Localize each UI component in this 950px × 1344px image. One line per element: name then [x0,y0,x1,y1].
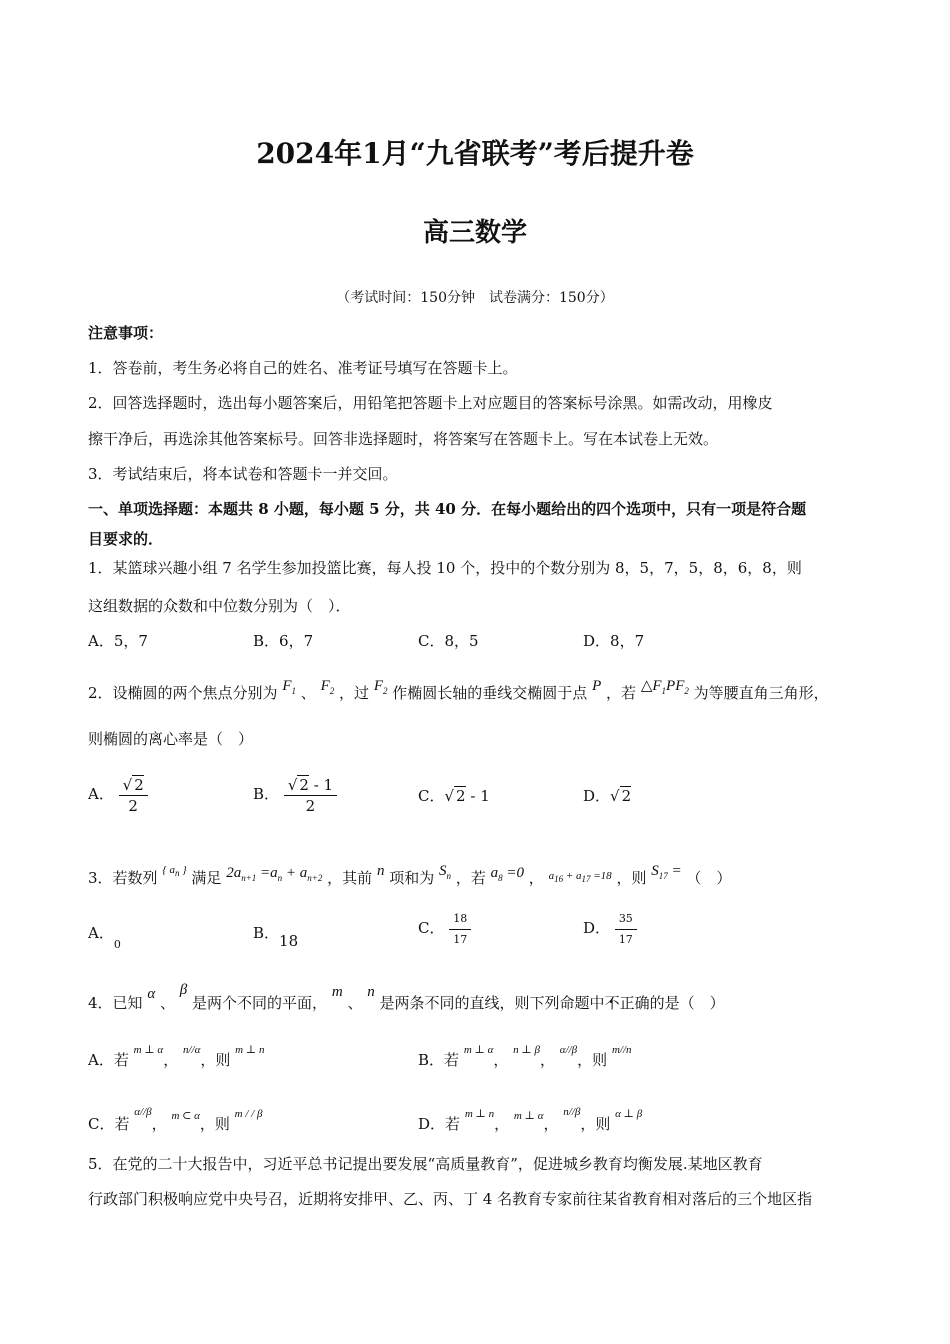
focus-f2: $F_2$ [320,678,335,696]
question-1-line-2: 这组数据的众数和中位数分别为（ ）． [88,597,351,615]
question-4-option-a: A．若 $^{m \perp \alpha}$， $^{n//\alpha}$，则 $^{m \perp n}$ [88,1044,265,1069]
notice-item-3: 3．考试结束后，将本试卷和答题卡一并交回。 [88,465,398,483]
emphasis-not-correct: · 不正确 [605,994,650,1012]
question-4-option-b: B．若 $^{m \perp \alpha}$， $^{n \perp \beta}$， $^{\alpha//\beta}$，则 $^{m//n}$ [418,1044,632,1069]
notice-heading: 注意事项： [88,324,164,342]
exam-title: 2024年1月“九省联考”考后提升卷 [256,137,694,170]
question-5-line-2: 行政部门积极响应党中央号召，近期将安排甲、乙、丙、丁 4 名教育专家前往某省教育相对落后的三个地区指 [88,1190,813,1208]
question-2-option-d: D．√ 2 [583,787,632,805]
question-4-option-c: C．若 $^{\alpha//\beta}$， $^{m \subset \alpha}$，则 $^{m / / \beta}$ [88,1106,263,1133]
question-3-option-b: B．18 [253,924,299,950]
condition-a16-a17: a16 + a17 =18 [548,870,612,885]
question-3-line-1: 3．若数列 $^{\{ a_n \}}$ 满足 $2a_{n+1} =a_n + a_{n+2}$ ，其前 n 项和为 $S_n$ ，若 $a_8 =0$ ， $^{a_{16} + a_{17} =18}$ ，则 $S_{17}$ = （ ） [88,863,732,887]
point-p: P [592,678,602,694]
subject-title: 高三数学 [422,218,527,248]
condition-a8: $a_8 =0$ [490,865,524,883]
question-5-line-1: 5．在党的二十大报告中，习近平总书记提出要发展“高质量教育”，促进城乡教育均衡发展.某地区教育 [88,1155,763,1173]
sum-sn: $S_n$ [439,863,452,881]
exam-meta: （考试时间：150分钟 试卷满分：150分） [336,290,614,306]
target-s17: $S_{17}$ = [651,863,682,881]
question-1-option-a: A．5，7 [88,632,148,650]
recurrence-relation: $2a_{n+1} =a_n + a_{n+2}$ [226,865,323,883]
question-2-line-2: 则椭圆的离心率是（ ） [88,730,254,748]
question-3-option-c: C． $\frac{18}{17}$ [418,904,471,952]
notice-item-2-line-2: 擦干净后，再选涂其他答案标号。回答非选择题时，将答案写在答题卡上。写在本试卷上无效。 [88,430,719,448]
notice-item-2-line-1: 2．回答选择题时，选出每小题答案后，用铅笔把答题卡上对应题目的答案标号涂黑。如需改动，用橡皮 [88,394,773,412]
question-2-line-1: 2．设椭圆的两个焦点分别为 $F_1$ 、 $F_2$ ，过 $F_2$ 作椭圆长轴的垂线交椭圆于点 P ，若 $\triangle F_1PF_2$ 为等腰直角三角形， [88,678,829,702]
question-1-line-1: 1．某篮球兴趣小组 7 名学生参加投篮比赛，每人投 10 个，投中的个数分别为 8，5，7，5，8，6，8，则 [88,559,802,577]
triangle-f1pf2: $\triangle F_1PF_2$ [640,678,689,696]
section-1-heading-line-2: 目要求的． [88,530,164,548]
question-4-stem: 4．已知 α 、 β 是两个不同的平面， m 、 n 是两条不同的直线，则下列命题中· 不正确的是（ ） [88,968,725,1025]
question-1-option-c: C．8，5 [418,632,479,650]
variable-n: n [376,863,385,879]
focus-f2-ref: $F_2$ [373,678,388,696]
question-1-option-d: D．8，7 [583,632,645,650]
question-2-option-c: C．√ 2 - 1 [418,787,490,805]
focus-f1: $F_1$ [282,678,296,696]
question-4-option-d: D．若 $^{m \perp n}$， $^{m \perp \alpha}$， $^{n//\beta}$，则 $^{\alpha \perp \beta}$ [418,1106,643,1133]
section-1-heading-line-1: 一、单项选择题：本题共 8 小题，每小题 5 分，共 40 分．在每小题给出的四个选项中，只有一项是符合题 [88,500,807,518]
notice-item-1: 1．答卷前，考生务必将自己的姓名、准考证号填写在答题卡上。 [88,359,518,377]
question-1-option-b: B．6，7 [253,632,314,650]
question-2-option-a: A． $\frac{√ 2}{2}$ [88,768,148,820]
question-2-option-b: B． $\frac{√ 2 - 1}{2}$ [253,768,337,820]
sequence-an: { an } [162,864,187,879]
question-3-option-d: D． $\frac{35}{17}$ [583,904,637,952]
question-3-option-a: A．$_0$ [88,924,121,951]
